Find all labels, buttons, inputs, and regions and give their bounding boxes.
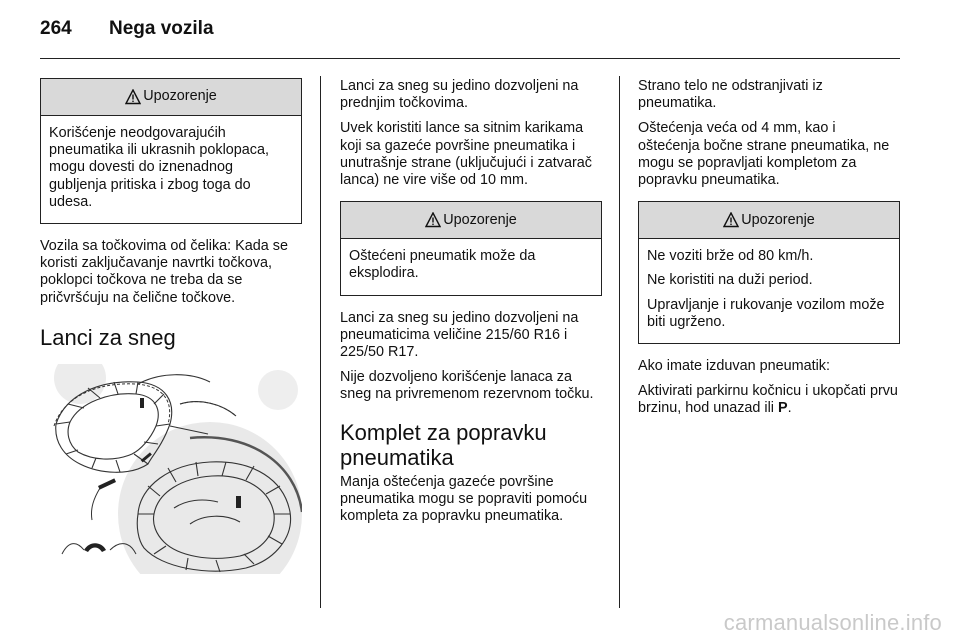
paragraph: Vozila sa točkovima od čelika: Kada se koristi zaključavanje navrtki točkova, poklopci točkova ne treba da se pričvršćuju na čelične točkove. <box>40 238 288 306</box>
section-heading: Komplet za popravku pneumatika <box>340 419 547 470</box>
warning-title: Upozorenje <box>443 211 517 228</box>
page-title: Nega vozila <box>108 18 214 39</box>
column-divider-2 <box>619 76 620 608</box>
warning-triangle-icon <box>125 89 141 105</box>
warning-header <box>639 202 899 239</box>
paragraph: Strano telo ne odstranjivati iz pneumatika. <box>638 78 823 112</box>
page-number: 264 <box>40 18 72 39</box>
page-header <box>40 18 214 40</box>
paragraph-text: Aktivirati parkirnu kočnicu i ukopčati prvu brzinu, hod unazad ili <box>638 383 898 417</box>
warning-box <box>340 201 602 295</box>
snow-chains-illustration <box>40 364 302 574</box>
paragraph: Oštećenja veća od 4 mm, kao i oštećenja bočne strane pneumatika, ne mogu se popravljati kompletom za popravku pneumatika. <box>638 120 890 189</box>
warning-line: Ne koristiti na duži period. <box>647 272 813 289</box>
warning-title: Upozorenje <box>143 88 217 105</box>
watermark: carmanualsonline.info <box>723 610 942 635</box>
paragraph: Nije dozvoljeno korišćenje lanaca za sneg na privremenom rezervnom točku. <box>340 369 594 403</box>
paragraph: Uvek koristiti lance sa sitnim karikama koji sa gazeće površine pneumatika i unutrašnje strane (uključujući i zatvarač lanca) ne vire više od 10 mm. <box>340 120 592 189</box>
warning-box <box>638 201 900 344</box>
warning-header <box>41 79 301 116</box>
paragraph-end: . <box>787 400 792 417</box>
warning-line: Ne voziti brže od 80 km/h. <box>647 248 814 265</box>
header-rule <box>40 58 900 59</box>
warning-text: Oštećeni pneumatik može da eksplodira. <box>349 248 536 282</box>
paragraph: Ako imate izduvan pneumatik: <box>638 358 830 375</box>
warning-triangle-icon <box>723 212 739 228</box>
paragraph <box>638 383 900 417</box>
column-1 <box>40 78 302 574</box>
section-heading: Lanci za sneg <box>40 324 176 350</box>
column-divider-1 <box>320 76 321 608</box>
warning-header <box>341 202 601 239</box>
column-2 <box>340 78 602 533</box>
paragraph: Lanci za sneg su jedino dozvoljeni na pneumaticima veličine 215/60 R16 i 225/50 R17. <box>340 309 579 361</box>
gear-letter: P <box>778 400 788 417</box>
warning-text: Korišćenje neodgovarajućih pneumatika ili ukrasnih poklopaca, mogu dovesti do iznenadnog gubljenja pritiska i zbog toga do udesa. <box>49 125 269 210</box>
warning-title: Upozorenje <box>741 211 815 228</box>
warning-box <box>40 78 302 224</box>
warning-triangle-icon <box>425 212 441 228</box>
column-3 <box>638 78 900 426</box>
paragraph: Lanci za sneg su jedino dozvoljeni na prednjim točkovima. <box>340 78 579 112</box>
warning-line: Upravljanje i rukovanje vozilom može biti ugrženo. <box>647 296 885 330</box>
paragraph: Manja oštećenja gazeće površine pneumatika mogu se popraviti pomoću kompleta za popravku pneumatika. <box>340 473 588 525</box>
